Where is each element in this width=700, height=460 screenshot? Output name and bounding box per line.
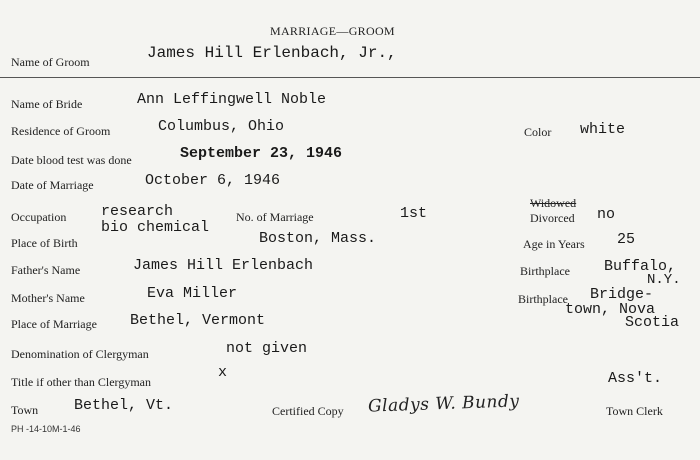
father-birthplace-value-line2: N.Y.	[647, 272, 681, 288]
father-birthplace-value-line1: Buffalo,	[604, 258, 677, 275]
town-clerk-label: Town Clerk	[606, 404, 663, 418]
bride-value: Ann Leffingwell Noble	[137, 91, 327, 108]
blood-test-value: September 23, 1946	[180, 145, 343, 162]
color-value: white	[580, 121, 626, 138]
age-label: Age in Years	[523, 237, 585, 251]
date-of-marriage-label: Date of Marriage	[11, 178, 94, 192]
divorced-label: Divorced	[530, 211, 575, 225]
place-of-marriage-label: Place of Marriage	[11, 317, 97, 331]
groom-value: James Hill Erlenbach, Jr.,	[147, 44, 397, 62]
mother-name-value: Eva Miller	[147, 285, 238, 302]
age-value: 25	[617, 231, 636, 248]
bride-label: Name of Bride	[11, 97, 83, 111]
residence-value: Columbus, Ohio	[158, 118, 285, 135]
mother-name-label: Mother's Name	[11, 291, 85, 305]
header-divider	[0, 77, 700, 78]
occupation-value-line2: bio chemical	[101, 219, 210, 236]
denomination-value: not given	[226, 340, 308, 357]
mother-birthplace-value-line2: town, Nova	[565, 301, 656, 318]
place-of-birth-value: Boston, Mass.	[259, 230, 377, 247]
occupation-value-line1: research	[101, 203, 174, 220]
mother-birthplace-value-line3: Scotia	[625, 314, 680, 331]
title-other-right-value: Ass't.	[608, 370, 663, 387]
mother-birthplace-label: Birthplace	[518, 292, 568, 306]
place-of-birth-label: Place of Birth	[11, 236, 78, 250]
form-title: MARRIAGE—GROOM	[270, 24, 395, 38]
form-number: PH -14-10M-1-46	[11, 424, 81, 434]
father-name-value: James Hill Erlenbach	[133, 257, 314, 274]
groom-label: Name of Groom	[11, 55, 90, 69]
blood-test-label: Date blood test was done	[11, 153, 132, 167]
residence-label: Residence of Groom	[11, 124, 111, 138]
town-label: Town	[11, 403, 39, 417]
place-of-marriage-value: Bethel, Vermont	[130, 312, 266, 329]
date-of-marriage-value: October 6, 1946	[145, 172, 281, 189]
no-of-marriage-label: No. of Marriage	[236, 210, 314, 224]
title-other-value: x	[218, 364, 228, 381]
certified-copy-label: Certified Copy	[272, 404, 344, 418]
town-value: Bethel, Vt.	[74, 397, 174, 414]
denomination-label: Denomination of Clergyman	[11, 347, 149, 361]
title-other-label: Title if other than Clergyman	[11, 375, 151, 389]
divorced-value: no	[597, 206, 616, 223]
town-clerk-signature: Gladys W. Bundy	[367, 391, 520, 417]
father-birthplace-label: Birthplace	[520, 264, 570, 278]
mother-birthplace-value-line1: Bridge-	[590, 286, 654, 303]
occupation-label: Occupation	[11, 210, 67, 224]
no-of-marriage-value: 1st	[400, 205, 428, 222]
father-name-label: Father's Name	[11, 263, 81, 277]
color-label: Color	[524, 125, 552, 139]
widowed-label: Widowed	[530, 196, 577, 210]
